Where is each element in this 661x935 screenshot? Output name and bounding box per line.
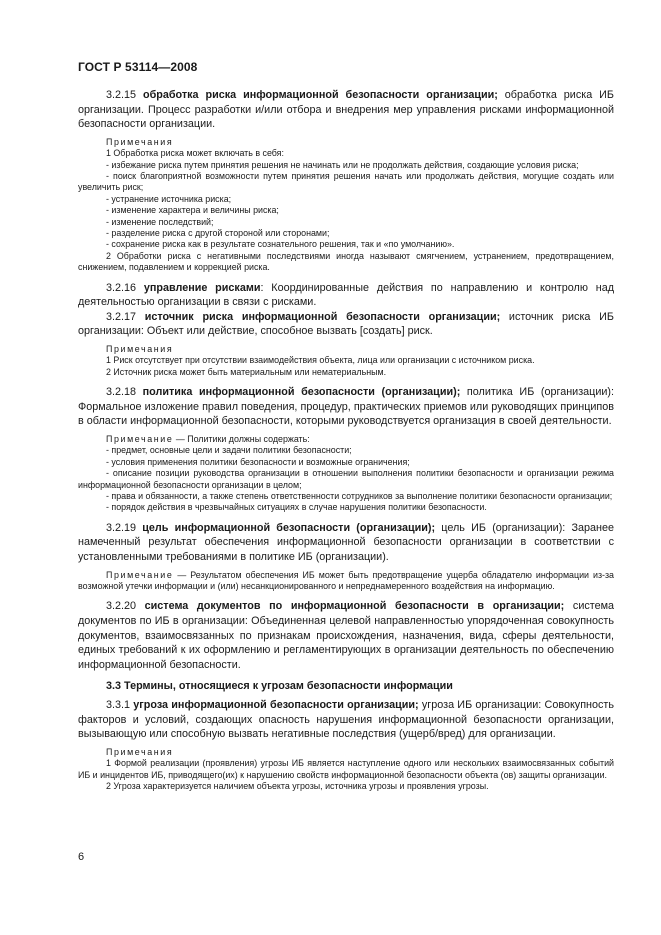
term-number: 3.2.18 (106, 386, 137, 399)
term-name: цель информационной безопасности (организации); (142, 521, 436, 534)
term-3-2-15 (78, 88, 614, 132)
note-dash: — (173, 569, 191, 580)
note-line: - предмет, основные цели и задачи политики безопасности; (106, 445, 352, 456)
note-line: - поиск благоприятной возможности путем принятия решения начать или продолжать действия, могущие создать или увеличить риск; (78, 171, 614, 193)
note-block-3-2-18 (78, 434, 614, 514)
note-line: 1 Обработка риска может включать в себя: (106, 148, 284, 159)
term-3-2-20 (78, 599, 614, 672)
term-number: 3.3.1 (106, 699, 131, 712)
note-line: - разделение риска с другой стороной или сторонами; (106, 228, 330, 239)
note-block-3-2-15 (78, 137, 614, 274)
note-line: 1 Риск отсутствует при отсутствии взаимодействия объекта, лица или организации с источником риска. (106, 355, 535, 366)
note-heading: Примечание (106, 569, 174, 580)
term-number: 3.2.16 (106, 281, 137, 294)
note-line: - изменение последствий; (106, 216, 214, 227)
term-3-2-18 (78, 385, 614, 429)
note-heading: Примечание (106, 434, 174, 445)
term-name: угроза информационной безопасности организации; (133, 699, 419, 712)
note-heading: Примечания (106, 344, 174, 355)
term-name: источник риска информационной безопасности организации; (144, 310, 501, 323)
term-definition: система документов по ИБ в организации: Объединенная целевой направленностью упорядоченная совокупность документов, взаимосвязанных по признакам происхождения, назначения, вида, сферы деятельности, единых требований к их оформлению и регламентирующих в организации деятельность по обеспечению информационной безопасности. (78, 600, 615, 671)
note-text: Результатом обеспечения ИБ может быть предотвращение ущерба обладателю информации из-за возможной утечки информации и (или) несанкционированного и непреднамеренного воздействия на информацию. (78, 569, 614, 592)
term-definition: источник риска ИБ организации: Объект или действие, способное вызвать [создать] риск. (78, 310, 614, 338)
term-definition: цель ИБ (организации): Заранее намеченный результат обеспечения информационной безопасности организации в соответствии с установленными требованиями в политике ИБ (организации). (78, 521, 615, 564)
note-block-3-3-1 (78, 747, 614, 793)
note-text: Политики должны содержать: (187, 434, 310, 445)
note-line: - условия применения политики безопасности и возможные ограничения; (106, 456, 410, 467)
note-block-3-2-17 (78, 344, 614, 378)
term-3-2-16 (78, 281, 614, 310)
note-dash: — (173, 434, 188, 445)
page-body (78, 88, 614, 792)
term-3-3-1 (78, 698, 614, 742)
term-name: политика информационной безопасности (организации); (142, 386, 461, 399)
note-line: 2 Обработки риска с негативными последствиями иногда называют смягчением, устранением, предотвращением, снижением, подавлением и коррекцией риска. (78, 250, 614, 273)
term-number: 3.2.15 (106, 89, 137, 101)
term-3-2-17 (78, 310, 614, 339)
note-line: - порядок действия в чрезвычайных ситуациях в случае нарушения политики безопасности. (106, 502, 487, 513)
note-line: - описание позиции руководства организации в отношении выполнения политики безопасности и организации режима информационной безопасности организации в целом; (78, 468, 614, 490)
note-line: 2 Угроза характеризуется наличием объекта угрозы, источника угрозы и проявления угрозы. (106, 781, 489, 792)
note-heading: Примечания (106, 746, 174, 757)
running-header: ГОСТ Р 53114—2008 (78, 60, 198, 74)
note-line: - сохранение риска как в результате сознательного решения, так и «по умолчанию». (106, 239, 455, 250)
note-line: - избежание риска путем принятия решения не начинать или не продолжать действия, создающие условия риска; (106, 159, 579, 170)
term-name: обработка риска информационной безопасности организации; (142, 89, 498, 101)
term-name: система документов по информационной безопасности в организации; (144, 600, 565, 613)
term-name: управление рисками (143, 281, 261, 294)
section-title-3-3: 3.3 Термины, относящиеся к угрозам безопасности информации (106, 680, 453, 693)
term-definition: политика ИБ (организации): Формальное изложение правил поведения, процедур, практических приемов или руководящих принципов в области информационной безопасности, которыми руководствуется организация в своей деятельности. (78, 386, 614, 428)
note-line: 1 Формой реализации (проявления) угрозы ИБ является наступление одного или нескольких взаимосвязанных событий ИБ и инцидентов ИБ, приводящего(их) к нарушению свойств информационной безопасности объекта (ов) защиты организации. (78, 758, 614, 780)
note-line: - устранение источника риска; (106, 193, 232, 204)
note-heading: Примечания (106, 136, 174, 147)
note-line: - права и обязанности, а также степень ответственности сотрудников за выполнение политики безопасности организации; (106, 491, 613, 502)
term-number: 3.2.17 (106, 310, 137, 323)
page-number: 6 (78, 851, 85, 863)
term-number: 3.2.19 (106, 521, 137, 534)
note-line: 2 Источник риска может быть материальным или нематериальным. (106, 366, 387, 377)
term-definition: угроза ИБ организации: Совокупность факторов и условий, создающих опасность нарушения информационной безопасности организации, вызывающую или способную вызвать негативные последствия (ущерб/вред) для организации. (78, 699, 614, 741)
term-definition: обработка риска ИБ организации. Процесс разработки и/или отбора и внедрения мер управления рисками информационной безопасности организации. (78, 89, 614, 131)
term-number: 3.2.20 (106, 600, 137, 613)
term-definition: : Координированные действия по направлению и контролю над деятельностью организации в связи с рисками. (78, 281, 615, 309)
note-block-3-2-19 (78, 570, 614, 593)
term-3-2-19 (78, 521, 614, 565)
note-line: - изменение характера и величины риска; (106, 205, 279, 216)
